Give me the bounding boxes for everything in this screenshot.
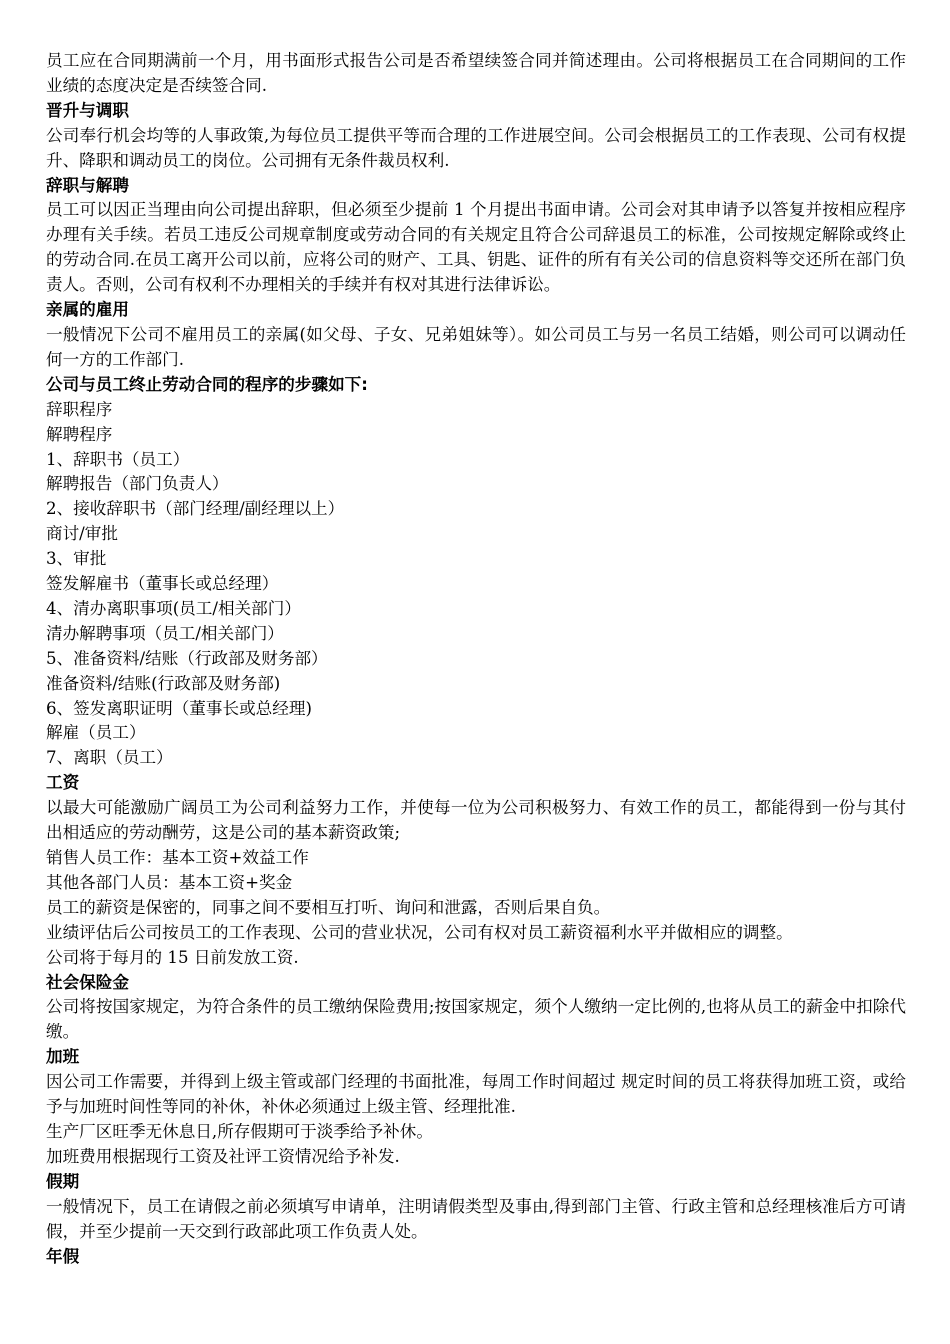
paragraph: 因公司工作需要，并得到上级主管或部门经理的书面批准，每周工作时间超过 规定时间的员工将获得加班工资，或给予与加班时间性等同的补休，补休必须通过上级主管、经理批准. bbox=[46, 1072, 906, 1117]
text-line: 解雇（员工） bbox=[46, 723, 146, 743]
text-line: 公司将于每月的 15 日前发放工资. bbox=[46, 947, 299, 967]
text-line: 2、接收辞职书（部门经理/副经理以上） bbox=[46, 499, 345, 519]
text-line: 解聘程序 bbox=[46, 424, 113, 444]
section-heading: 社会保险金 bbox=[46, 972, 129, 992]
text-line: 1、辞职书（员工） bbox=[46, 449, 190, 469]
text-line: 签发解雇书（董事长或总经理） bbox=[46, 574, 279, 594]
section-heading: 公司与员工终止劳动合同的程序的步骤如下: bbox=[46, 374, 368, 394]
text-line: 解聘报告（部门负责人） bbox=[46, 474, 229, 494]
paragraph: 以最大可能激励广阔员工为公司利益努力工作，并使每一位为公司积极努力、有效工作的员工，都能得到一份与其付出相适应的劳动酬劳，这是公司的基本薪资政策; bbox=[46, 798, 906, 843]
text-line: 商讨/审批 bbox=[46, 524, 118, 544]
paragraph: 一般情况下，员工在请假之前必须填写申请单，注明请假类型及事由,得到部门主管、行政主管和总经理核准后方可请假，并至少提前一天交到行政部此项工作负责人处。 bbox=[46, 1196, 906, 1241]
text-line: 7、离职（员工） bbox=[46, 748, 173, 768]
section-heading: 工资 bbox=[46, 773, 80, 793]
section-heading: 年假 bbox=[46, 1246, 80, 1266]
paragraph: 员工应在合同期满前一个月，用书面形式报告公司是否希望续签合同并简述理由。公司将根据员工在合同期间的工作业绩的态度决定是否续签合同. bbox=[46, 51, 906, 95]
text-line: 员工的薪资是保密的，同事之间不要相互打听、询问和泄露，否则后果自负。 bbox=[46, 897, 611, 917]
section-heading: 辞职与解聘 bbox=[46, 175, 129, 195]
text-line: 清办解聘事项（员工/相关部门） bbox=[46, 623, 284, 643]
paragraph: 一般情况下公司不雇用员工的亲属(如父母、子女、兄弟姐妹等）。如公司员工与另一名员工结婚，则公司可以调动任何一方的工作部门. bbox=[46, 324, 906, 369]
text-line: 3、审批 bbox=[46, 549, 107, 569]
section-heading: 假期 bbox=[46, 1171, 80, 1191]
text-line: 加班费用根据现行工资及社评工资情况给予补发. bbox=[46, 1146, 400, 1166]
paragraph: 公司奉行机会均等的人事政策,为每位员工提供平等而合理的工作进展空间。公司会根据员工的工作表现、公司有权提升、降职和调动员工的岗位。公司拥有无条件裁员权利. bbox=[46, 125, 906, 170]
text-line: 销售人员工作：基本工资+效益工作 bbox=[46, 848, 309, 867]
text-line: 辞职程序 bbox=[46, 399, 113, 419]
text-line: 业绩评估后公司按员工的工作表现、公司的营业状况，公司有权对员工薪资福利水平并做相应的调整。 bbox=[46, 922, 793, 942]
section-heading: 加班 bbox=[46, 1047, 80, 1067]
section-heading: 亲属的雇用 bbox=[46, 300, 129, 320]
text-line: 其他各部门人员：基本工资+奖金 bbox=[46, 872, 293, 892]
text-line: 6、签发离职证明（董事长或总经理) bbox=[46, 698, 312, 718]
text-line: 生产厂区旺季无休息日,所存假期可于淡季给予补休。 bbox=[46, 1121, 433, 1141]
paragraph: 公司将按国家规定，为符合条件的员工缴纳保险费用;按国家规定，须个人缴纳一定比例的,也将从员工的薪金中扣除代缴。 bbox=[46, 997, 906, 1042]
section-heading: 晋升与调职 bbox=[46, 100, 129, 120]
paragraph: 员工可以因正当理由向公司提出辞职，但必须至少提前 1 个月提出书面申请。公司会对其申请予以答复并按相应程序办理有关手续。若员工违反公司规章制度或劳动合同的有关规定且符合公司辞退员工的标准，公司按规定解除或终止的劳动合同.在员工离开公司以前，应将公司的财产、工具、钥匙、证件的所有有关公司的信息资料等交还所在部门负责人。否则，公司有权利不办理相关的手续并有权对其进行法律诉讼。 bbox=[46, 200, 906, 295]
text-line: 4、清办离职事项(员工/相关部门） bbox=[46, 598, 301, 618]
text-line: 准备资料/结账(行政部及财务部) bbox=[46, 673, 281, 693]
document-page bbox=[46, 49, 906, 1269]
text-line: 5、准备资料/结账（行政部及财务部） bbox=[46, 648, 328, 668]
